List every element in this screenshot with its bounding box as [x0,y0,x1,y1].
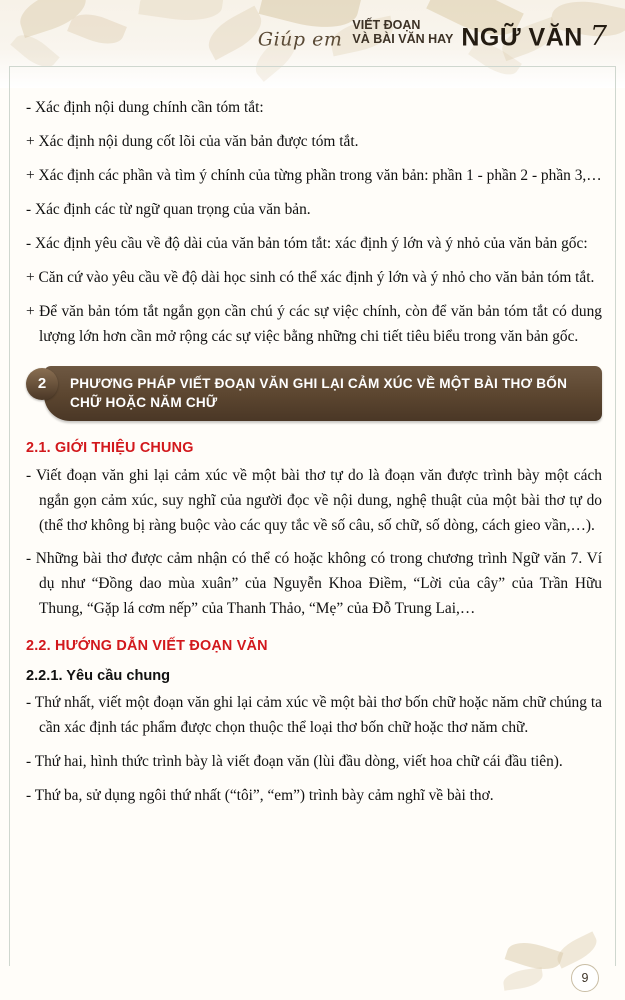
body-paragraph: + Xác định các phần và tìm ý chính của từng phần trong văn bản: phần 1 - phần 2 - phần 3,… [26,166,602,184]
body-paragraph: + Xác định nội dung cốt lõi của văn bản được tóm tắt. [26,132,359,150]
body-paragraph: + Để văn bản tóm tắt ngắn gọn cần chú ý các sự việc chính, còn để văn bản tóm tắt có dung lượng lớn hơn cần mở rộng các sự việc bằng những chi tiết tiêu biểu trong văn bản gốc. [26,302,602,345]
header-script-text: Giúp em [257,28,343,51]
page-frame-right [615,66,616,966]
page-content [26,96,602,818]
header-subtitle [352,18,453,47]
body-paragraph: - Xác định nội dung chính cần tóm tắt: [26,99,264,116]
body-paragraph: - Viết đoạn văn ghi lại cảm xúc về một bài thơ tự do là đoạn văn được trình bày một cách ngắn gọn cảm xúc, suy nghĩ của người đọc về nội dung, nghệ thuật của một bài thơ tự do (thể thơ không bị ràng buộc vào các quy tắc về số câu, số chữ, số dòng, cách gieo vần,…). [26,466,602,534]
page-frame-left [9,66,10,966]
body-paragraph: - Xác định các từ ngữ quan trọng của văn bản. [26,200,311,218]
section-banner [26,366,602,424]
body-paragraph: - Xác định yêu cầu về độ dài của văn bản tóm tắt: xác định ý lớn và ý nhỏ của văn bản gốc: [26,234,588,252]
body-paragraph: - Thứ nhất, viết một đoạn văn ghi lại cảm xúc về một bài thơ bốn chữ hoặc năm chữ chúng ta cần xác định tác phẩm được chọn thuộc thể loại thơ bốn chữ hoặc thơ năm chữ. [26,694,602,737]
book-header-title [257,18,607,53]
leaf-icon [138,0,223,26]
header-grade-number: 7 [589,21,607,53]
page-number: 9 [571,964,599,992]
body-paragraph: - Thứ ba, sử dụng ngôi thứ nhất (“tôi”, “em”) trình bày cảm nghĩ về bài thơ. [26,787,494,805]
header-subtitle-line1: VIẾT ĐOẠN [352,18,421,32]
header-main-title: NGỮ VĂN [461,23,583,52]
body-paragraph: + Căn cứ vào yêu cầu về độ dài học sinh có thể xác định ý lớn và ý nhỏ cho văn bản tóm tắt. [26,268,595,286]
leaf-icon [10,28,59,74]
leaf-icon [502,967,544,990]
header-subtitle-line2: VÀ BÀI VĂN HAY [352,32,454,47]
section-heading-2-2: 2.2. HƯỚNG DẪN VIẾT ĐOẠN VĂN [26,638,268,655]
section-number-badge: 2 [26,368,58,400]
body-paragraph: - Những bài thơ được cảm nhận có thể có hoặc không có trong chương trình Ngữ văn 7. Ví dụ như “Đồng dao mùa xuân” của Nguyễn Khoa Điềm, “Lời của cây” của Trần Hữu Thung, “Gặp lá cơm nếp” của Thanh Thảo, “Mẹ” của Đỗ Trung Lai,… [26,550,602,618]
section-subheading-2-2-1: 2.2.1. Yêu cầu chung [26,668,171,685]
section-banner-title: PHƯƠNG PHÁP VIẾT ĐOẠN VĂN GHI LẠI CẢM XÚC VỀ MỘT BÀI THƠ BỐN CHỮ HOẶC NĂM CHỮ [44,366,602,421]
section-heading-2-1: 2.1. GIỚI THIỆU CHUNG [26,439,194,456]
leaf-icon [553,931,601,968]
body-paragraph: - Thứ hai, hình thức trình bày là viết đoạn văn (lùi đầu dòng, viết hoa chữ cái đầu tiên). [26,753,563,771]
page-frame-top [9,66,615,67]
